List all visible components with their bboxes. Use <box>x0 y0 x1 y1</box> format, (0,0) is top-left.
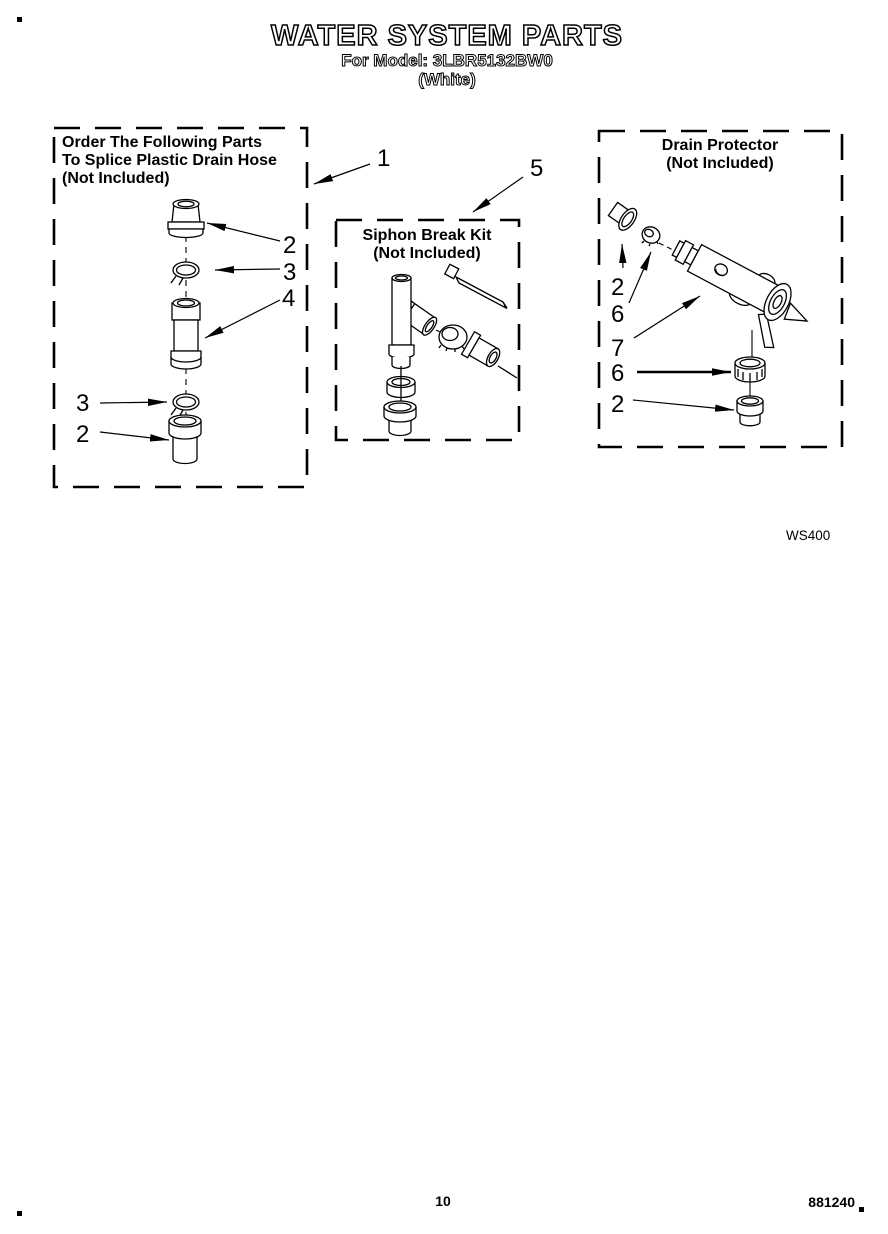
part-3-clamp-top <box>171 262 199 285</box>
model-line: For Model: 3LBR5132BW0 <box>341 51 553 70</box>
registration-mark-bottom-left <box>17 1211 22 1216</box>
part-2-coupling-bottom <box>169 415 201 464</box>
cable-tie <box>445 264 507 308</box>
callout-drain-2-bottom: 2 <box>611 391 625 418</box>
siphon-cup <box>384 401 416 436</box>
callout-item1: 1 <box>377 145 391 172</box>
registration-mark-top-left <box>17 17 22 22</box>
arrow-drain-2-bottom <box>633 400 734 410</box>
page-title: WATER SYSTEM PARTS <box>270 20 624 52</box>
siphon-nut <box>439 325 467 352</box>
doc-number: 881240 <box>808 1194 855 1210</box>
arrow-item1 <box>314 164 370 184</box>
siphon-tee-pipe <box>389 275 439 369</box>
registration-mark-bottom-right <box>859 1207 864 1212</box>
arrow-drain-6-top <box>629 252 651 303</box>
siphon-hose-adapter <box>462 332 518 378</box>
callout-drain-6-top: 6 <box>611 301 625 328</box>
callout-drain-2-top: 2 <box>611 274 625 301</box>
part-2-outlet-coupling <box>737 396 763 426</box>
splice-box-title-line3: (Not Included) <box>62 170 170 187</box>
arrow-splice-4 <box>205 300 280 338</box>
arrow-splice-3-bottom <box>100 402 167 403</box>
arrow-splice-3-top <box>215 269 280 270</box>
siphon-box-title-line2: (Not Included) <box>373 245 481 262</box>
arrow-splice-2-bottom <box>100 432 169 440</box>
arrow-splice-2-top <box>207 223 280 241</box>
part-4-splice-coupling <box>171 299 201 370</box>
arrow-drain-7 <box>634 296 700 338</box>
part-7-drain-protector-body <box>654 230 817 359</box>
callout-item5: 5 <box>530 155 544 182</box>
callout-drain-6-bottom: 6 <box>611 360 625 387</box>
page-number: 10 <box>435 1193 451 1209</box>
color-line: (White) <box>418 70 476 89</box>
diagram-code: WS400 <box>786 528 831 543</box>
callout-splice-3-bottom: 3 <box>76 390 90 417</box>
callout-splice-2-bottom: 2 <box>76 421 90 448</box>
callout-splice-3-top: 3 <box>283 259 297 286</box>
arrow-item5 <box>473 177 523 212</box>
splice-box-title-line1: Order The Following Parts <box>62 134 263 151</box>
part-2-coupling-top <box>168 200 204 238</box>
arrow-drain-2-top <box>622 244 623 268</box>
part-6-ring-bottom <box>735 357 765 382</box>
part-3-clamp-bottom <box>171 394 199 417</box>
callout-splice-4: 4 <box>282 285 296 312</box>
callout-drain-7: 7 <box>611 335 625 362</box>
part-2-inlet-coupling <box>606 199 640 234</box>
siphon-box-title-line1: Siphon Break Kit <box>362 227 492 244</box>
drain-box-title-line1: Drain Protector <box>661 137 779 154</box>
splice-box-title-line2: To Splice Plastic Drain Hose <box>62 152 277 169</box>
siphon-break-kit-box <box>336 220 519 440</box>
drain-box-title-line2: (Not Included) <box>666 155 774 172</box>
splice-parts-box <box>54 128 307 487</box>
part-6-nut-top <box>639 224 662 246</box>
callout-splice-2-top: 2 <box>283 232 297 259</box>
